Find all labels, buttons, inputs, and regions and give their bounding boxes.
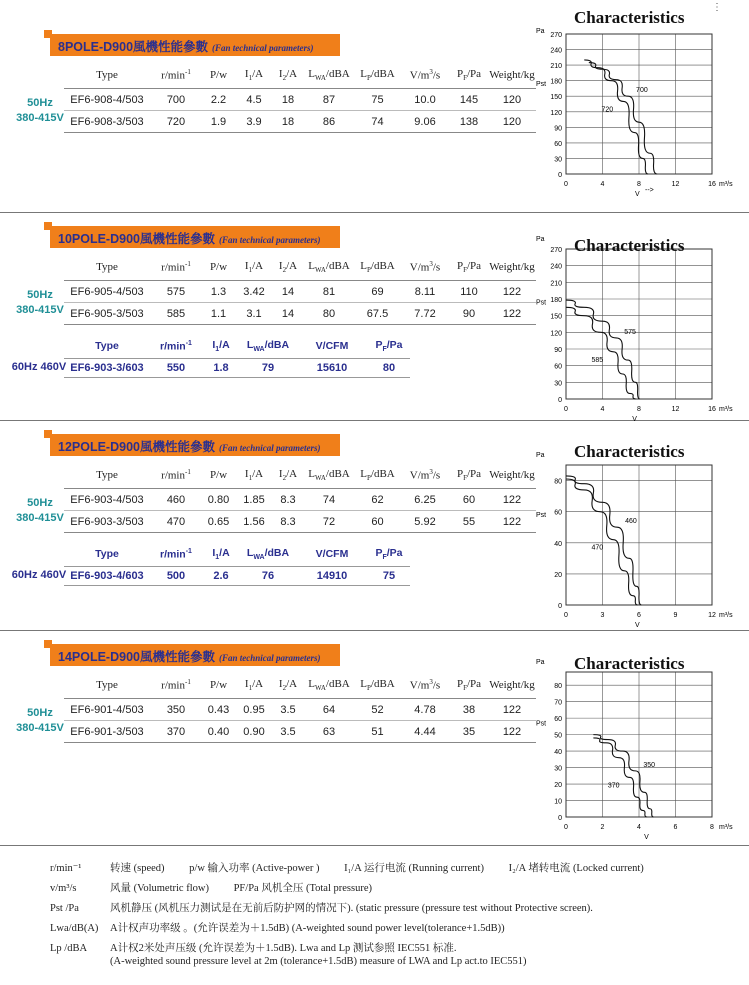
column-header: $I_1/A$ xyxy=(235,254,273,281)
y-tick-label: 30 xyxy=(554,765,562,773)
value-cell: 122 xyxy=(488,721,536,743)
y-tick-label: 0 xyxy=(558,397,562,404)
x-tick-label: 16 xyxy=(708,406,716,413)
legend-text: A计权声功率级 。(允许误差为＋1.5dB) (A-weighted sound power level(tolerance+1.5dB)) xyxy=(110,923,505,934)
value-cell: 8.3 xyxy=(273,489,303,511)
chart-title: Characteristics xyxy=(574,8,685,27)
column-header: $I_1/A$ xyxy=(235,62,273,89)
value-cell: 3.5 xyxy=(273,699,303,721)
value-cell: 9.06 xyxy=(400,111,450,133)
value-cell: 120 xyxy=(488,89,536,111)
x-tick-label: 12 xyxy=(671,406,680,413)
column-header: $P_F/Pa$ xyxy=(450,462,488,489)
model-cell: EF6-903-4/503 xyxy=(64,489,150,511)
legend-cn: 风量 xyxy=(110,883,134,894)
x-axis-label: V xyxy=(632,416,637,423)
legend-sym2: p/w xyxy=(189,863,208,874)
value-cell: 63 xyxy=(303,721,355,743)
value-cell: 80 xyxy=(368,359,410,378)
model-cell: EF6-903-3/603 xyxy=(64,359,150,378)
value-cell: 90 xyxy=(450,303,488,325)
value-cell: 87 xyxy=(303,89,355,111)
characteristics-chart xyxy=(536,659,733,841)
value-cell: 138 xyxy=(450,111,488,133)
column-header: $L_{WA}$/dBA xyxy=(303,62,355,89)
y-tick-label: 20 xyxy=(554,782,562,790)
model-cell: EF6-908-3/503 xyxy=(64,111,150,133)
value-cell: 122 xyxy=(488,281,536,303)
x-axis-label: V xyxy=(635,622,640,629)
x-axis-label: V xyxy=(635,191,640,198)
chart-title: Characteristics xyxy=(574,236,685,255)
value-cell: 2.2 xyxy=(202,89,235,111)
x-tick-label: 9 xyxy=(673,612,678,619)
alt-column-header: $L_{WA}$/dBA xyxy=(240,542,296,567)
value-cell: 460 xyxy=(150,489,202,511)
y-tick-label: 120 xyxy=(550,109,562,117)
alt-column-header: $r/\min^{-1}$ xyxy=(150,542,202,567)
value-cell: 38 xyxy=(450,699,488,721)
column-header: Weight/kg xyxy=(488,254,536,281)
model-cell: EF6-903-4/603 xyxy=(64,567,150,586)
x-tick-label: 4 xyxy=(600,406,605,413)
series-label: 575 xyxy=(624,328,636,336)
x-tick-label: 12 xyxy=(708,612,716,619)
value-cell: 75 xyxy=(355,89,400,111)
legend-text: (A-weighted sound pressure level at 2m (tolerance+1.5dB) measure of LWA and Lp act.to IEC551) xyxy=(110,956,527,967)
title-en: (Fan technical parameters) xyxy=(212,43,314,53)
y-tick-label: 210 xyxy=(550,63,562,71)
value-cell: 35 xyxy=(450,721,488,743)
chart-title: Characteristics xyxy=(574,442,685,461)
legend-text: 风机静压 (风机压力测试是在无前后防护网的情况下). (static pressure (pressure test without Protective screen). xyxy=(110,903,593,914)
volt-value: 380-415V xyxy=(16,112,64,124)
value-cell: 350 xyxy=(150,699,202,721)
model-cell: EF6-901-3/503 xyxy=(64,721,150,743)
y-tick-label: 0 xyxy=(558,603,562,610)
value-cell: 0.43 xyxy=(202,699,235,721)
x-unit-label: m³/s xyxy=(719,824,733,831)
column-header: $r/\min^{-1}$ xyxy=(150,254,202,281)
value-cell: 18 xyxy=(273,111,303,133)
model-cell: EF6-903-3/503 xyxy=(64,511,150,533)
legend-en: (speed) xyxy=(133,863,168,874)
value-cell: 6.25 xyxy=(400,489,450,511)
y-tick-label: 180 xyxy=(550,297,562,304)
y-tick-label: 270 xyxy=(550,32,562,39)
model-cell: EF6-905-4/503 xyxy=(64,281,150,303)
value-cell: 1.9 xyxy=(202,111,235,133)
hz-value: 50Hz xyxy=(27,707,53,719)
value-cell: 67.5 xyxy=(355,303,400,325)
x-tick-label: 4 xyxy=(637,824,641,831)
title-en: (Fan technical parameters) xyxy=(219,235,321,245)
x-tick-label: 3 xyxy=(600,612,605,619)
y-axis-label-2: Pst xyxy=(536,720,547,728)
value-cell: 3.5 xyxy=(273,721,303,743)
value-cell: 14 xyxy=(273,281,303,303)
y-tick-label: 0 xyxy=(558,815,562,822)
column-header: $r/\min^{-1}$ xyxy=(150,462,202,489)
x-unit-label: m³/s xyxy=(719,181,733,188)
value-cell: 81 xyxy=(303,281,355,303)
column-header: $L_P$/dBA xyxy=(355,672,400,699)
column-header: P/w xyxy=(202,672,235,699)
x-tick-label: 6 xyxy=(637,612,641,619)
value-cell: 7.72 xyxy=(400,303,450,325)
title-cn: 風機性能參數 xyxy=(139,440,215,454)
y-tick-label: 40 xyxy=(554,540,562,548)
value-cell: 15610 xyxy=(296,359,368,378)
value-cell: 122 xyxy=(488,489,536,511)
value-cell: 145 xyxy=(450,89,488,111)
column-header: $V/m^3/s$ xyxy=(400,254,450,281)
legend-en2: (Active-power ) xyxy=(252,863,323,874)
legend-en4: (Locked current) xyxy=(572,863,644,874)
title-cn: 風機性能參數 xyxy=(139,232,215,246)
x-arrow-icon: --> xyxy=(645,187,654,194)
column-header: Weight/kg xyxy=(488,462,536,489)
alt-column-header: Type xyxy=(64,542,150,567)
y-tick-label: 240 xyxy=(550,263,562,271)
y-tick-label: 150 xyxy=(550,313,562,321)
volt-value: 380-415V xyxy=(16,304,64,316)
series-line xyxy=(589,63,657,174)
y-tick-label: 80 xyxy=(554,478,562,486)
x-unit-label: m³/s xyxy=(719,406,733,413)
y-axis-label: Pa xyxy=(536,28,545,35)
title-cn: 風機性能參數 xyxy=(133,40,209,54)
value-cell: 0.65 xyxy=(202,511,235,533)
column-header: $P_F/Pa$ xyxy=(450,62,488,89)
column-header: $I_2/A$ xyxy=(273,462,303,489)
column-header: Type xyxy=(64,62,150,89)
y-tick-label: 90 xyxy=(554,347,562,354)
value-cell: 122 xyxy=(488,511,536,533)
x-tick-label: 8 xyxy=(637,181,641,188)
value-cell: 2.6 xyxy=(202,567,240,586)
more-icon[interactable]: ⋮ xyxy=(712,2,722,13)
y-axis-label-2: Pst xyxy=(536,511,547,519)
x-tick-label: 0 xyxy=(564,406,568,413)
series-line xyxy=(566,479,638,605)
y-tick-label: 60 xyxy=(554,716,562,724)
column-header: $P_F/Pa$ xyxy=(450,254,488,281)
value-cell: 700 xyxy=(150,89,202,111)
column-header: $V/m^3/s$ xyxy=(400,672,450,699)
y-axis-label: Pa xyxy=(536,236,545,243)
value-cell: 4.44 xyxy=(400,721,450,743)
value-cell: 4.78 xyxy=(400,699,450,721)
series-label: 350 xyxy=(643,761,656,769)
volt-value: 380-415V xyxy=(16,512,64,524)
alt-column-header: $r/\min^{-1}$ xyxy=(150,334,202,359)
value-cell: 1.8 xyxy=(202,359,240,378)
value-cell: 110 xyxy=(450,281,488,303)
legend-sym3: I₁/A xyxy=(344,863,364,874)
y-axis-label-2: Pst xyxy=(536,299,547,307)
value-cell: 69 xyxy=(355,281,400,303)
value-cell: 76 xyxy=(240,567,296,586)
hz-value: 50Hz xyxy=(27,289,53,301)
column-header: $P_F/Pa$ xyxy=(450,672,488,699)
legend-text: A计权2米处声压级 (允许误差为＋1.5dB). Lwa and Lp 测试参照 IEC551 标准. xyxy=(110,943,457,954)
value-cell: 1.85 xyxy=(235,489,273,511)
value-cell: 4.5 xyxy=(235,89,273,111)
value-cell: 1.3 xyxy=(202,281,235,303)
column-header: Weight/kg xyxy=(488,62,536,89)
column-header: $I_2/A$ xyxy=(273,62,303,89)
column-header: $I_1/A$ xyxy=(235,462,273,489)
column-header: Type xyxy=(64,462,150,489)
alt-column-header: V/CFM xyxy=(296,542,368,567)
column-header: $V/m^3/s$ xyxy=(400,462,450,489)
value-cell: 575 xyxy=(150,281,202,303)
legend-en: (Volumetric flow) xyxy=(133,883,212,894)
column-header: $L_P$/dBA xyxy=(355,254,400,281)
value-cell: 3.9 xyxy=(235,111,273,133)
value-cell: 52 xyxy=(355,699,400,721)
value-cell: 3.42 xyxy=(235,281,273,303)
series-label: 720 xyxy=(601,106,614,114)
alt-voltage-label: 60Hz 460V xyxy=(11,361,67,373)
alt-column-header: Type xyxy=(64,334,150,359)
alt-column-header: $P_F/Pa$ xyxy=(368,542,410,567)
characteristics-chart xyxy=(536,452,733,629)
y-tick-label: 20 xyxy=(554,571,562,579)
y-tick-label: 210 xyxy=(550,280,562,288)
value-cell: 3.1 xyxy=(235,303,273,325)
value-cell: 122 xyxy=(488,699,536,721)
value-cell: 0.90 xyxy=(235,721,273,743)
value-cell: 500 xyxy=(150,567,202,586)
series-line xyxy=(566,476,641,605)
series-label: 585 xyxy=(591,356,604,364)
alt-column-header: $P_F/Pa$ xyxy=(368,334,410,359)
title-en: (Fan technical parameters) xyxy=(219,653,321,663)
legend-symbol: Lwa/dB(A) xyxy=(50,923,99,934)
column-header: Type xyxy=(64,672,150,699)
y-tick-label: 240 xyxy=(550,47,562,55)
y-axis-label-2: Pst xyxy=(536,80,547,88)
legend-sym4: I₂/A xyxy=(508,863,529,874)
value-cell: 370 xyxy=(150,721,202,743)
y-tick-label: 120 xyxy=(550,330,562,338)
value-cell: 122 xyxy=(488,303,536,325)
alt-column-header: $I_1/A$ xyxy=(202,334,240,359)
series-line xyxy=(584,60,648,174)
value-cell: 120 xyxy=(488,111,536,133)
legend-en3: (Running current) xyxy=(408,863,487,874)
y-tick-label: 60 xyxy=(554,509,562,517)
y-tick-label: 30 xyxy=(554,380,562,388)
legend-row xyxy=(50,920,505,935)
legend-row xyxy=(50,940,456,955)
legend-sym2: PF/Pa xyxy=(233,883,262,894)
pole-label: 8POLE-D900 xyxy=(58,40,134,54)
characteristics-chart xyxy=(536,236,733,423)
x-axis-label: V xyxy=(644,834,649,841)
y-tick-label: 40 xyxy=(554,749,562,757)
column-header: $I_2/A$ xyxy=(273,254,303,281)
legend-row xyxy=(50,956,527,967)
value-cell: 0.95 xyxy=(235,699,273,721)
column-header: $L_{WA}$/dBA xyxy=(303,462,355,489)
x-tick-label: 8 xyxy=(637,406,641,413)
y-tick-label: 10 xyxy=(554,798,562,806)
legend-cn: 转速 xyxy=(110,863,134,874)
alt-column-header: V/CFM xyxy=(296,334,368,359)
value-cell: 60 xyxy=(355,511,400,533)
y-tick-label: 150 xyxy=(550,94,562,102)
y-tick-label: 270 xyxy=(550,247,562,254)
x-tick-label: 0 xyxy=(564,824,568,831)
pole-label: 10POLE-D900 xyxy=(58,232,140,246)
y-tick-label: 180 xyxy=(550,78,562,86)
value-cell: 51 xyxy=(355,721,400,743)
pole-label: 12POLE-D900 xyxy=(58,440,140,454)
value-cell: 60 xyxy=(450,489,488,511)
y-tick-label: 70 xyxy=(554,699,562,707)
y-tick-label: 0 xyxy=(558,172,562,179)
value-cell: 720 xyxy=(150,111,202,133)
column-header: $I_1/A$ xyxy=(235,672,273,699)
series-label: 470 xyxy=(591,544,604,552)
column-header: $r/\min^{-1}$ xyxy=(150,62,202,89)
legend-cn3: 运行电流 xyxy=(363,863,409,874)
column-header: $L_{WA}$/dBA xyxy=(303,672,355,699)
hz-value: 50Hz xyxy=(27,97,53,109)
value-cell: 64 xyxy=(303,699,355,721)
legend-symbol: r/min⁻¹ xyxy=(50,863,82,874)
title-cn: 風機性能參數 xyxy=(139,650,215,664)
column-header: $I_2/A$ xyxy=(273,672,303,699)
alt-voltage-label: 60Hz 460V xyxy=(11,569,67,581)
value-cell: 86 xyxy=(303,111,355,133)
value-cell: 14910 xyxy=(296,567,368,586)
value-cell: 0.80 xyxy=(202,489,235,511)
volt-value: 380-415V xyxy=(16,722,64,734)
y-tick-label: 50 xyxy=(554,732,562,740)
x-tick-label: 2 xyxy=(600,824,605,831)
value-cell: 470 xyxy=(150,511,202,533)
column-header: P/w xyxy=(202,254,235,281)
x-tick-label: 6 xyxy=(673,824,678,831)
alt-column-header: $L_{WA}$/dBA xyxy=(240,334,296,359)
x-tick-label: 8 xyxy=(710,824,714,831)
pole-label: 14POLE-D900 xyxy=(58,650,140,664)
x-tick-label: 0 xyxy=(564,612,568,619)
y-axis-label: Pa xyxy=(536,659,545,666)
value-cell: 62 xyxy=(355,489,400,511)
x-tick-label: 16 xyxy=(708,181,716,188)
legend-cn4: 堵转电流 xyxy=(528,863,573,874)
legend-en2: (Total pressure) xyxy=(305,883,372,894)
value-cell: 5.92 xyxy=(400,511,450,533)
column-header: P/w xyxy=(202,62,235,89)
model-cell: EF6-901-4/503 xyxy=(64,699,150,721)
x-tick-label: 4 xyxy=(600,181,605,188)
legend-row xyxy=(50,860,644,875)
value-cell: 8.11 xyxy=(400,281,450,303)
value-cell: 18 xyxy=(273,89,303,111)
y-axis-label: Pa xyxy=(536,452,545,459)
value-cell: 10.0 xyxy=(400,89,450,111)
y-tick-label: 80 xyxy=(554,683,562,691)
value-cell: 8.3 xyxy=(273,511,303,533)
value-cell: 74 xyxy=(303,489,355,511)
y-tick-label: 30 xyxy=(554,156,562,164)
y-tick-label: 60 xyxy=(554,363,562,371)
column-header: Type xyxy=(64,254,150,281)
chart-title: Characteristics xyxy=(574,654,685,673)
column-header: $L_P$/dBA xyxy=(355,462,400,489)
column-header: P/w xyxy=(202,462,235,489)
value-cell: 585 xyxy=(150,303,202,325)
value-cell: 74 xyxy=(355,111,400,133)
value-cell: 550 xyxy=(150,359,202,378)
x-tick-label: 12 xyxy=(671,181,680,188)
legend-row xyxy=(50,880,372,895)
column-header: $L_{WA}$/dBA xyxy=(303,254,355,281)
y-tick-label: 90 xyxy=(554,125,562,133)
value-cell: 80 xyxy=(303,303,355,325)
legend-symbol: Pst /Pa xyxy=(50,903,79,914)
legend-symbol: v/m³/s xyxy=(50,883,77,894)
model-cell: EF6-908-4/503 xyxy=(64,89,150,111)
alt-column-header: $I_1/A$ xyxy=(202,542,240,567)
y-tick-label: 60 xyxy=(554,140,562,148)
x-unit-label: m³/s xyxy=(719,612,733,619)
value-cell: 55 xyxy=(450,511,488,533)
value-cell: 79 xyxy=(240,359,296,378)
value-cell: 0.40 xyxy=(202,721,235,743)
x-tick-label: 0 xyxy=(564,181,568,188)
legend-symbol: Lp /dBA xyxy=(50,943,88,954)
legend-cn2: 风机全压 xyxy=(261,883,306,894)
hz-value: 50Hz xyxy=(27,497,53,509)
column-header: $V/m^3/s$ xyxy=(400,62,450,89)
value-cell: 1.1 xyxy=(202,303,235,325)
legend-cn2: 输入功率 xyxy=(207,863,253,874)
column-header: Weight/kg xyxy=(488,672,536,699)
value-cell: 72 xyxy=(303,511,355,533)
model-cell: EF6-905-3/503 xyxy=(64,303,150,325)
value-cell: 1.56 xyxy=(235,511,273,533)
series-label: 370 xyxy=(607,782,620,790)
column-header: $r/\min^{-1}$ xyxy=(150,672,202,699)
value-cell: 14 xyxy=(273,303,303,325)
series-label: 700 xyxy=(636,87,648,95)
column-header: $L_P$/dBA xyxy=(355,62,400,89)
characteristics-chart xyxy=(536,28,733,198)
legend-row xyxy=(50,900,593,915)
series-label: 460 xyxy=(625,518,637,526)
title-en: (Fan technical parameters) xyxy=(219,443,321,453)
value-cell: 75 xyxy=(368,567,410,586)
